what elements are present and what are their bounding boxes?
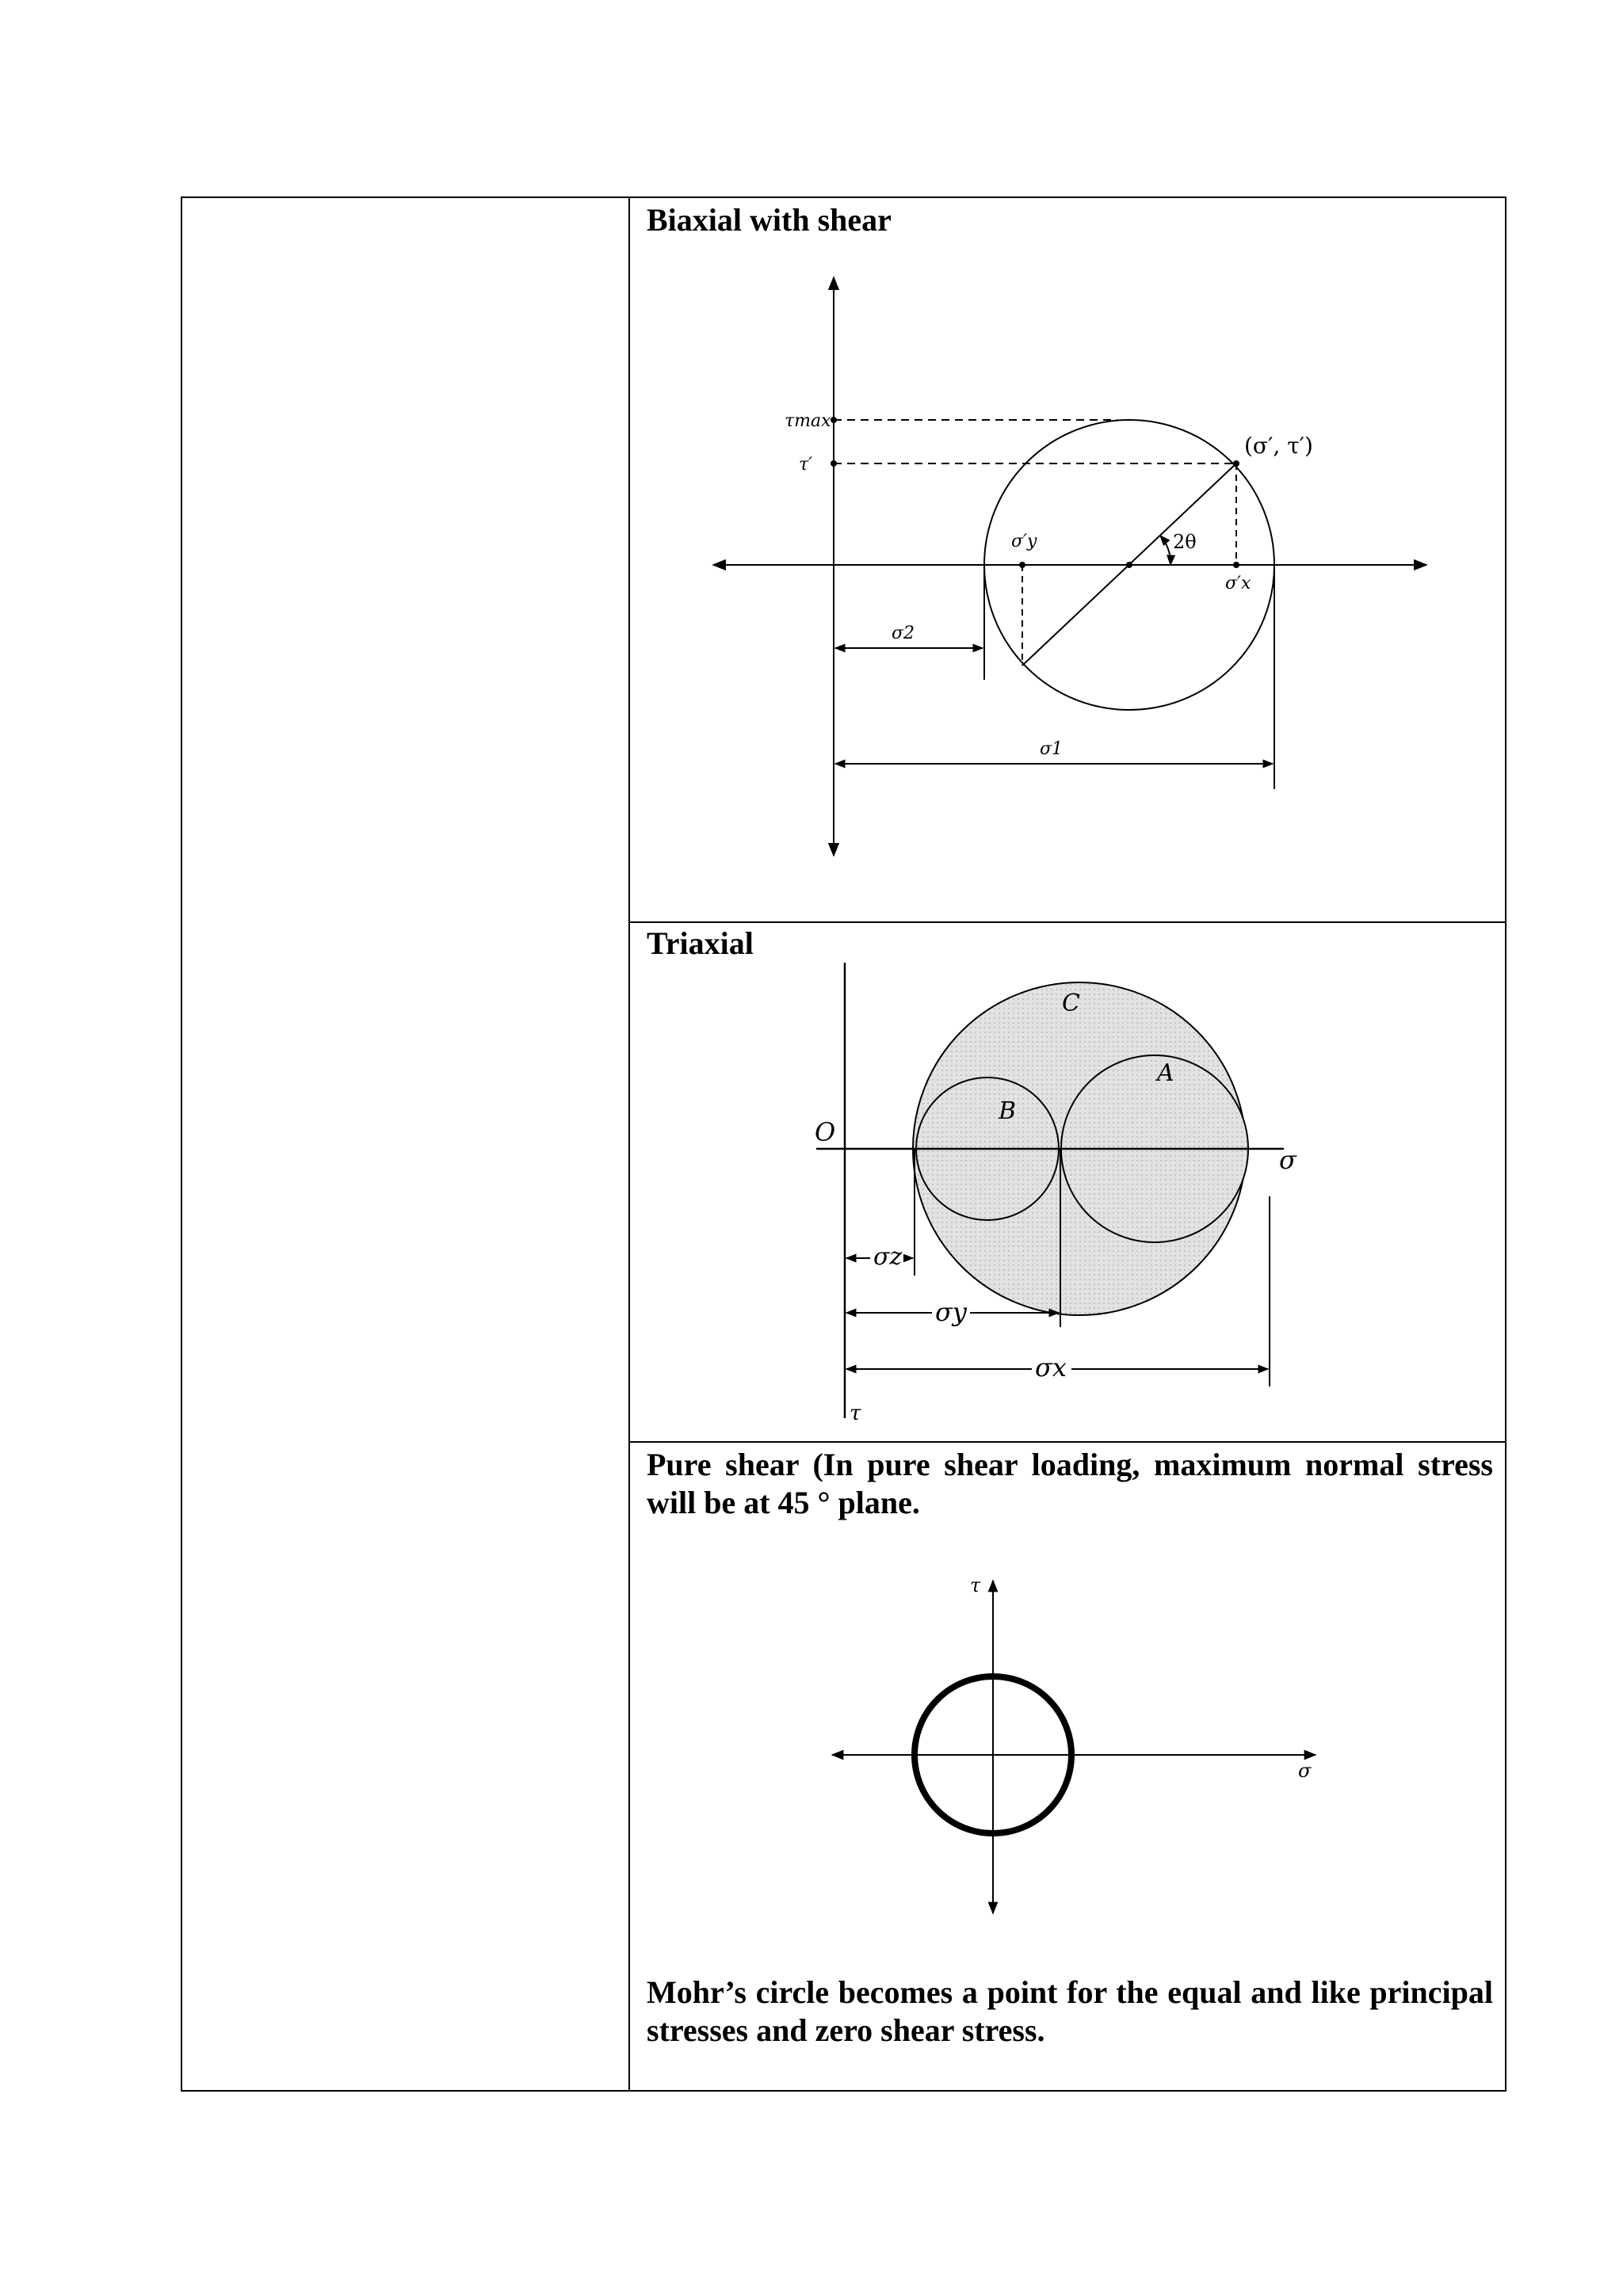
sigma1-label: σ1 (1040, 739, 1064, 759)
triaxial-heading: Triaxial (647, 925, 754, 961)
sigma-x-prime-label: σ′x (1225, 574, 1251, 593)
stress-point (1233, 460, 1239, 467)
two-theta-arc (1160, 536, 1170, 565)
sigma-axis-label: σ (1279, 1145, 1296, 1175)
sigma-axis-label: σ (1298, 1760, 1312, 1782)
circle-b-label: B (999, 1097, 1017, 1125)
biaxial-heading: Biaxial with shear (647, 202, 892, 238)
table-left-column-cell (181, 196, 630, 2092)
pure-shear-heading: Pure shear (In pure shear loading, maximum normal stress will be at 45 ° plane. (647, 1447, 1493, 1520)
two-theta-label: 2θ (1173, 531, 1197, 553)
tau-max-label: τmax (785, 411, 831, 431)
sigma-z-label: σz (873, 1243, 903, 1271)
sigma-y-prime-point (1019, 562, 1025, 568)
sigma-x-label: σx (1035, 1352, 1067, 1383)
circle-c-label: C (1062, 990, 1080, 1017)
stress-point-label: (σ′, τ′) (1244, 433, 1313, 459)
sigma2-label: σ2 (892, 624, 915, 643)
sigma-y-label: σy (935, 1297, 967, 1327)
circle-a-label: A (1157, 1059, 1174, 1087)
sigma-y-prime-label: σ′y (1011, 532, 1037, 551)
sigma-x-prime-point (1233, 562, 1239, 568)
tau-prime-label: τ′ (799, 455, 813, 475)
pure-shear-mohr-diagram (816, 1573, 1339, 1929)
origin-label: O (815, 1117, 836, 1147)
biaxial-mohr-diagram (697, 269, 1450, 871)
center-point (1126, 562, 1132, 568)
tau-axis-label: τ (850, 1402, 861, 1425)
tau-prime-point (831, 460, 837, 467)
tau-axis-label: τ (970, 1574, 981, 1596)
pure-shear-note: Mohr’s circle becomes a point for the equal and like principal stresses and zero shear stress. (647, 1974, 1493, 2048)
tau-max-point (831, 417, 837, 423)
triaxial-mohr-diagram (792, 959, 1363, 1434)
